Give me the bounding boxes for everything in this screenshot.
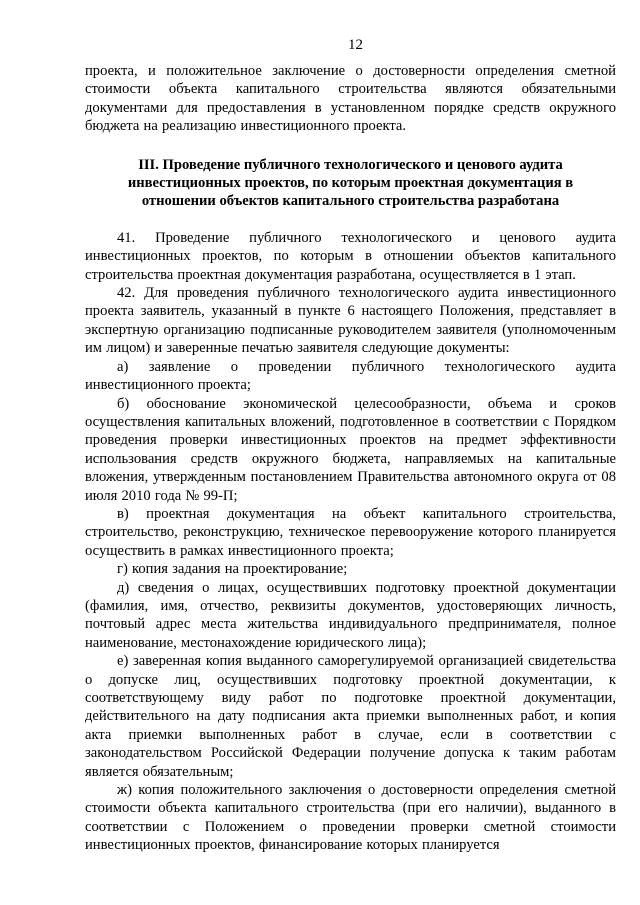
list-item-zh: ж) копия положительного заключения о достоверности определения сметной стоимости объекта капитального строительства (при его наличии), выданного в соответствии с Положением о проведении проверки сметной стоимости инвестиционных проектов, финансирование которых планируется [85,782,616,854]
section-heading: III. Проведение публичного технологического и ценового аудита инвестиционных проектов, по которым проектная документация в отношении объектов капитального строительства разработана [127,156,574,210]
list-item-g: г) копия задания на проектирование; [117,561,348,578]
paragraph-41: 41. Проведение публичного технологического и ценового аудита инвестиционных проектов, по которым в отношении объектов капитального строительства проектная документация разработана, осуществляется в 1 этап. [85,229,616,283]
paragraph-42: 42. Для проведения публичного технологического аудита инвестиционного проекта заявитель, указанный в пункте 6 настоящего Положения, представляет в экспертную организацию подписанные руководителем заявителя (уполномоченным им лицом) и заверенные печатью заявителя следующие документы: [85,285,616,357]
lead-paragraph: проекта, и положительное заключение о достоверности определения сметной стоимости объекта капитального строительства являются обязательными документами для предоставления в установленном порядке средств окружного бюджета на реализацию инвестиционного проекта. [85,63,616,135]
list-item-e: е) заверенная копия выданного саморегулируемой организацией свидетельства о допуске лиц, осуществивших подготовку проектной документации, к соответствующему виду работ по подготовке проектной документации, действительного на дату подписания акта приемки выполненных работ, и копия акта приемки выполненных работ в случае, если в соответствии с законодательством Российской Федерации получение допуска к таким работам является обязательным; [85,653,616,780]
list-item-a: а) заявление о проведении публичного технологического аудита инвестиционного проекта; [85,358,616,394]
list-item-v: в) проектная документация на объект капитального строительства, строительство, реконструкцию, техническое перевооружение которого планируется осуществить в рамках инвестиционного проекта; [85,505,616,559]
list-item-b: б) обоснование экономической целесообразности, объема и сроков осуществления капитальных вложений, подготовленное в соответствии с Порядком проведения проверки инвестиционных проектов на предмет эффективности использования средств окружного бюджета, направляемых на капитальные вложения, утвержденным постановлением Правительства автономного округа от 08 июля 2010 года № 99-П; [85,395,616,504]
page-number: 12 [348,37,363,53]
list-item-d: д) сведения о лицах, осуществивших подготовку проектной документации (фамилия, имя, отчество, реквизиты документов, удостоверяющих личность, почтовый адрес места жительства индивидуального предпринимателя, полное наименование, местонахождение юридического лица); [85,579,616,651]
